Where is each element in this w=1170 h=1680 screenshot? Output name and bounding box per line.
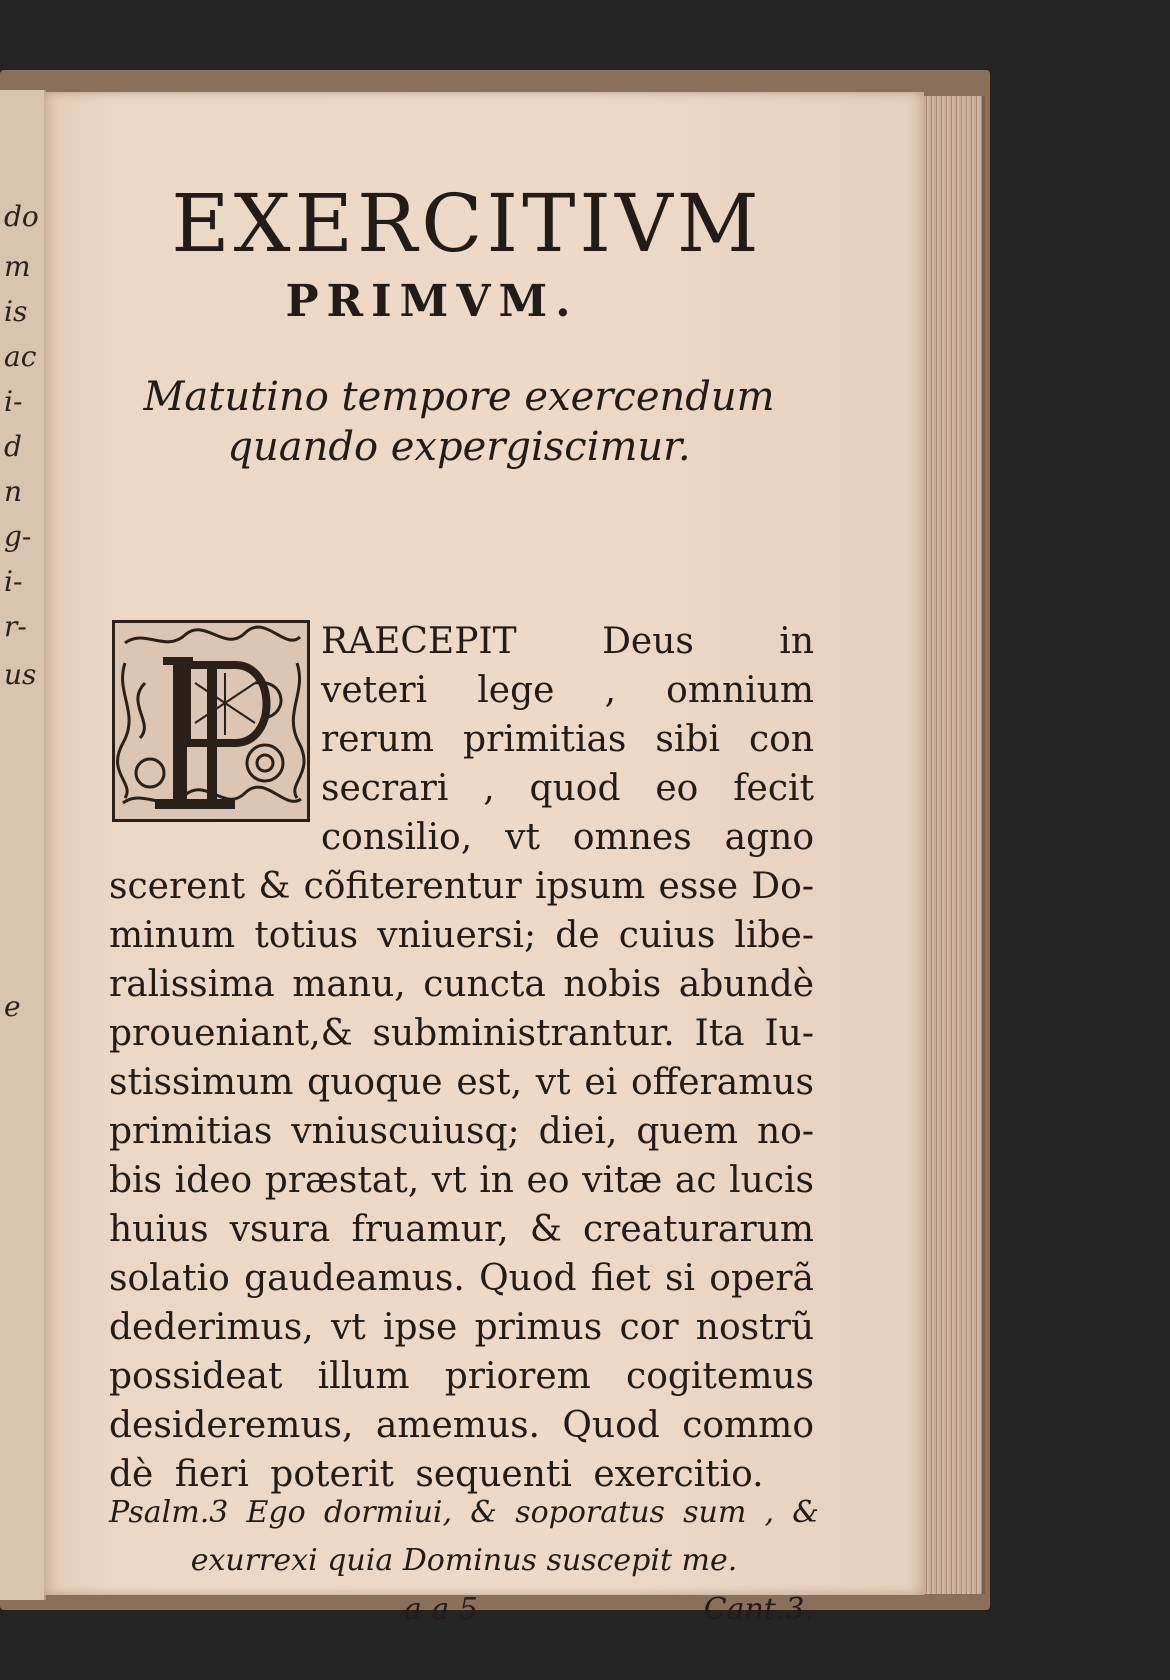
left-page-fragment: n	[4, 475, 23, 508]
left-page-fragment: us	[4, 658, 37, 691]
psalm-quote	[109, 1489, 819, 1585]
page-title: EXERCITIVM	[171, 177, 763, 270]
body-line: scerent & cõfiterentur ipsum esse Do-	[109, 866, 814, 907]
body-line: ralissima manu, cuncta nobis abundè	[109, 964, 814, 1005]
left-page-fragment: g-	[4, 520, 32, 553]
body-line: RAECEPIT Deus in	[321, 621, 814, 662]
body-line: veteri lege , omnium	[321, 670, 814, 711]
left-page-fragment: d	[4, 430, 22, 463]
body-line: rerum primitias sibi con	[321, 719, 814, 760]
body-line: desideremus, amemus. Quod commo	[109, 1405, 814, 1446]
body-line: solatio gaudeamus. Quod fiet si operã	[109, 1258, 814, 1299]
page-content	[44, 92, 924, 1627]
left-page-fragment: do	[4, 200, 39, 233]
left-page-fragment: e	[4, 990, 21, 1023]
left-page-fragment: is	[4, 295, 28, 328]
page-subtitle: PRIMVM.	[285, 276, 579, 327]
left-page-fragment: m	[4, 250, 31, 283]
page-fore-edge	[924, 96, 985, 1594]
body-line: consilio, vt omnes agno	[321, 817, 814, 858]
body-line: dè fieri poterit sequenti exercitio.	[109, 1454, 764, 1495]
psalm-line: exurrexi quia Dominus suscepit me.	[190, 1543, 738, 1578]
section-heading	[104, 372, 814, 472]
signature-mark: a a 5	[404, 1592, 478, 1627]
body-line: bis ideo præstat, vt in eo vitæ ac lucis	[109, 1160, 814, 1201]
body-line: possideat illum priorem cogitemus	[109, 1356, 814, 1397]
body-line: stissimum quoque est, vt ei offeramus	[109, 1062, 814, 1103]
body-line: secrari , quod eo fecit	[321, 768, 814, 809]
body-line: minum totius vniuersi; de cuius libe-	[109, 915, 814, 956]
page	[44, 92, 924, 1627]
left-page-fragment: r-	[4, 610, 27, 643]
page-footer	[404, 1592, 814, 1636]
catchword: Cant.3.	[703, 1592, 814, 1627]
body-line: dederimus, vt ipse primus cor nostrũ	[109, 1307, 814, 1348]
body-text	[109, 617, 814, 1499]
heading-line: quando expergiscimur.	[227, 424, 691, 470]
body-line: primitias vniuscuiusq; diei, quem no-	[109, 1111, 814, 1152]
left-page-fragment: i-	[4, 565, 23, 598]
left-page-fragment: ac	[4, 340, 37, 373]
left-page-fragment: i-	[4, 385, 23, 418]
body-line: huius vsura fruamur, & creaturarum	[109, 1209, 814, 1250]
left-page-edge	[0, 90, 46, 1600]
psalm-line: Psalm.3 Ego dormiui, & soporatus sum , &	[109, 1495, 819, 1530]
heading-line: Matutino tempore exercendum	[143, 374, 775, 420]
body-line: proueniant,& subministrantur. Ita Iu-	[109, 1013, 814, 1054]
